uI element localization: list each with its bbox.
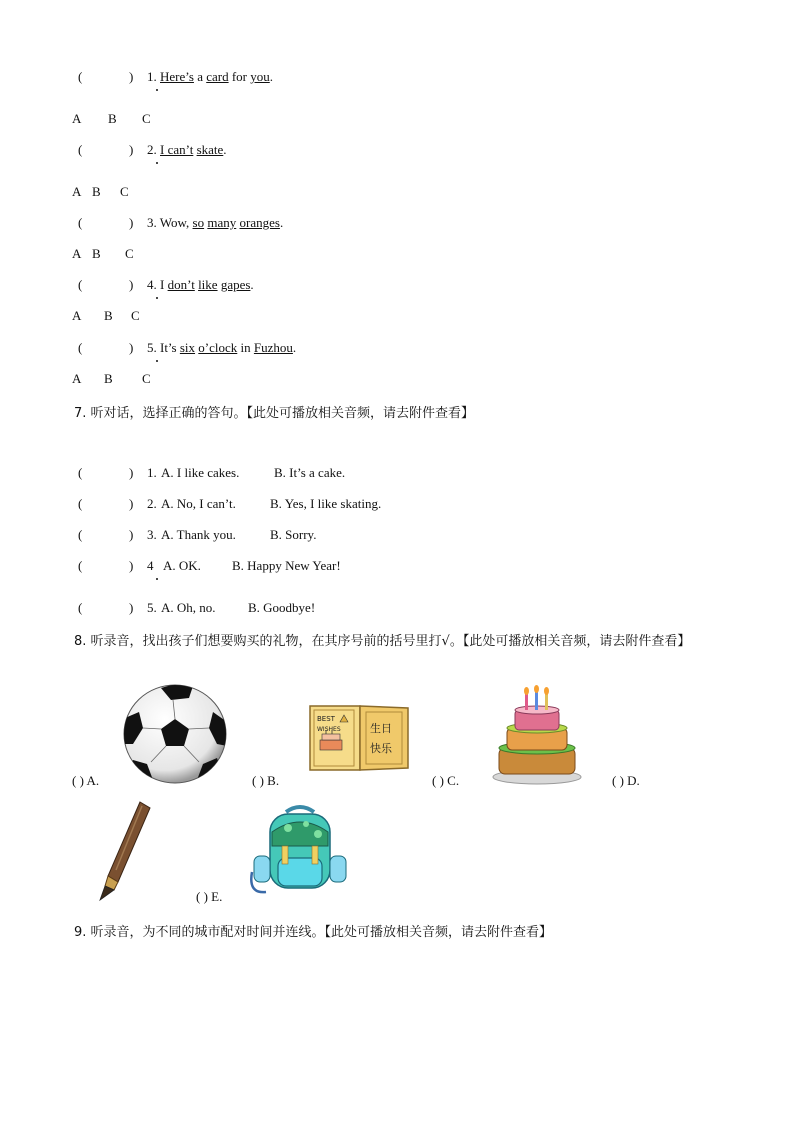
underlined-word: Fuzhou: [253, 340, 293, 355]
stress-dot: [156, 162, 158, 164]
sentence-text: in: [237, 340, 254, 355]
answer-paren-open[interactable]: (: [78, 277, 83, 292]
answer-paren-open[interactable]: (: [78, 600, 83, 615]
option-b[interactable]: B: [104, 308, 113, 323]
section-7-title: 7. 听对话，选择正确的答句。【此处可播放相关音频，请去附件查看】: [74, 406, 475, 421]
card-text-wishes: WISHES: [317, 726, 341, 733]
option-c[interactable]: C: [131, 308, 140, 323]
underlined-word: card: [206, 69, 229, 84]
option-b[interactable]: B. It’s a cake.: [274, 465, 346, 480]
sentence-text: I: [160, 277, 168, 292]
card-text-birthday-2: 快乐: [370, 742, 392, 755]
greeting-card-image: [308, 704, 410, 772]
answer-paren-close: ): [129, 465, 134, 480]
sentence-line: [147, 340, 296, 356]
option-c[interactable]: C: [142, 111, 151, 126]
item-number: 2.: [147, 496, 157, 511]
sentence-line: [147, 215, 283, 231]
gift-label-e: ( ) E.: [196, 889, 223, 904]
option-a[interactable]: A. OK.: [163, 558, 201, 573]
option-a[interactable]: A. Oh, no.: [161, 600, 216, 615]
gift-label-a: ( ) A.: [72, 773, 100, 788]
underlined-word: gapes: [220, 277, 251, 292]
sentence-text: .: [223, 142, 227, 157]
gift-label-b: ( ) B.: [252, 773, 280, 788]
underlined-word: you: [250, 69, 270, 84]
answer-paren-close: ): [129, 142, 134, 157]
option-b[interactable]: B: [92, 184, 101, 199]
underlined-word: six: [179, 340, 196, 355]
answer-paren-open[interactable]: (: [78, 69, 83, 84]
option-a[interactable]: A: [72, 111, 82, 126]
sentence-text: .: [250, 277, 254, 292]
answer-paren-open[interactable]: (: [78, 142, 83, 157]
sentence-text: .: [279, 215, 284, 230]
answer-paren-close: ): [129, 558, 134, 573]
answer-paren-open[interactable]: (: [78, 558, 83, 573]
sentence-text: .: [269, 69, 274, 84]
section-8-title: 8. 听录音，找出孩子们想要购买的礼物，在其序号前的括号里打√。【此处可播放相关音频，请去附件查看】: [74, 634, 691, 649]
card-text-best: BEST: [317, 715, 335, 723]
option-b[interactable]: B: [108, 111, 117, 126]
option-b[interactable]: B. Sorry.: [270, 527, 317, 542]
underlined-word: don’t: [167, 277, 195, 292]
option-a[interactable]: A. I like cakes.: [161, 465, 240, 480]
sentence-line: [147, 277, 254, 293]
sentence-text: It’s: [160, 340, 180, 355]
underlined-word: Here’s: [160, 69, 194, 84]
stress-dot: [156, 89, 158, 91]
soccer-ball-image: [123, 684, 227, 784]
underlined-word: skate: [196, 142, 224, 157]
underlined-word: like: [198, 277, 218, 292]
item-number: 1.: [147, 465, 157, 480]
underlined-word: o’clock: [198, 340, 238, 355]
sentence-text: for: [228, 69, 251, 84]
option-a[interactable]: A: [72, 246, 82, 261]
sentence-text: .: [292, 340, 297, 355]
underlined-word: I can’t: [160, 142, 194, 157]
option-b[interactable]: B: [92, 246, 101, 261]
option-a[interactable]: A: [72, 308, 82, 323]
answer-paren-close: ): [129, 600, 134, 615]
answer-paren-close: ): [129, 69, 134, 84]
item-number: 4: [147, 558, 154, 573]
sentence-line: [147, 142, 227, 158]
answer-paren-close: ): [129, 496, 134, 511]
item-number: 3.: [147, 527, 157, 542]
answer-paren-close: ): [129, 215, 134, 230]
item-number: 1.: [147, 69, 157, 84]
underlined-word: oranges: [239, 215, 280, 230]
answer-paren-open[interactable]: (: [78, 215, 83, 230]
option-c[interactable]: C: [125, 246, 134, 261]
option-c[interactable]: C: [142, 371, 151, 386]
option-b[interactable]: B. Goodbye!: [248, 600, 316, 615]
option-b[interactable]: B. Happy New Year!: [232, 558, 341, 573]
answer-paren-close: ): [129, 340, 134, 355]
gift-label-c: ( ) C.: [432, 773, 460, 788]
option-a[interactable]: A: [72, 184, 82, 199]
sentence-text: Wow,: [159, 215, 193, 230]
item-number: 2.: [147, 142, 157, 157]
answer-paren-open[interactable]: (: [78, 527, 83, 542]
item-number: 5.: [147, 600, 157, 615]
answer-paren-open[interactable]: (: [78, 496, 83, 511]
birthday-cake-image: [491, 682, 583, 786]
option-b[interactable]: B. Yes, I like skating.: [270, 496, 382, 511]
answer-paren-open[interactable]: (: [78, 465, 83, 480]
gift-label-d: ( ) D.: [612, 773, 640, 788]
option-a[interactable]: A. Thank you.: [161, 527, 236, 542]
answer-paren-close: ): [129, 527, 134, 542]
underlined-word: so: [192, 215, 205, 230]
stress-dot: [156, 360, 158, 362]
stress-dot: [156, 578, 158, 580]
answer-paren-close: ): [129, 277, 134, 292]
stress-dot: [156, 297, 158, 299]
card-text-birthday-1: 生日: [370, 722, 392, 735]
backpack-image: [248, 802, 352, 898]
section-9-title: 9. 听录音，为不同的城市配对时间并连线。【此处可播放相关音频，请去附件查看】: [74, 925, 553, 940]
item-number: 5.: [147, 340, 157, 355]
item-number: 4.: [147, 277, 157, 292]
underlined-word: many: [207, 215, 237, 230]
fountain-pen-image: [96, 800, 152, 902]
option-b[interactable]: B: [104, 371, 113, 386]
sentence-text: a: [193, 69, 207, 84]
option-a[interactable]: A: [72, 371, 82, 386]
sentence-line: [147, 69, 273, 85]
option-a[interactable]: A. No, I can’t.: [161, 496, 236, 511]
item-number: 3.: [147, 215, 157, 230]
option-c[interactable]: C: [120, 184, 129, 199]
answer-paren-open[interactable]: (: [78, 340, 83, 355]
